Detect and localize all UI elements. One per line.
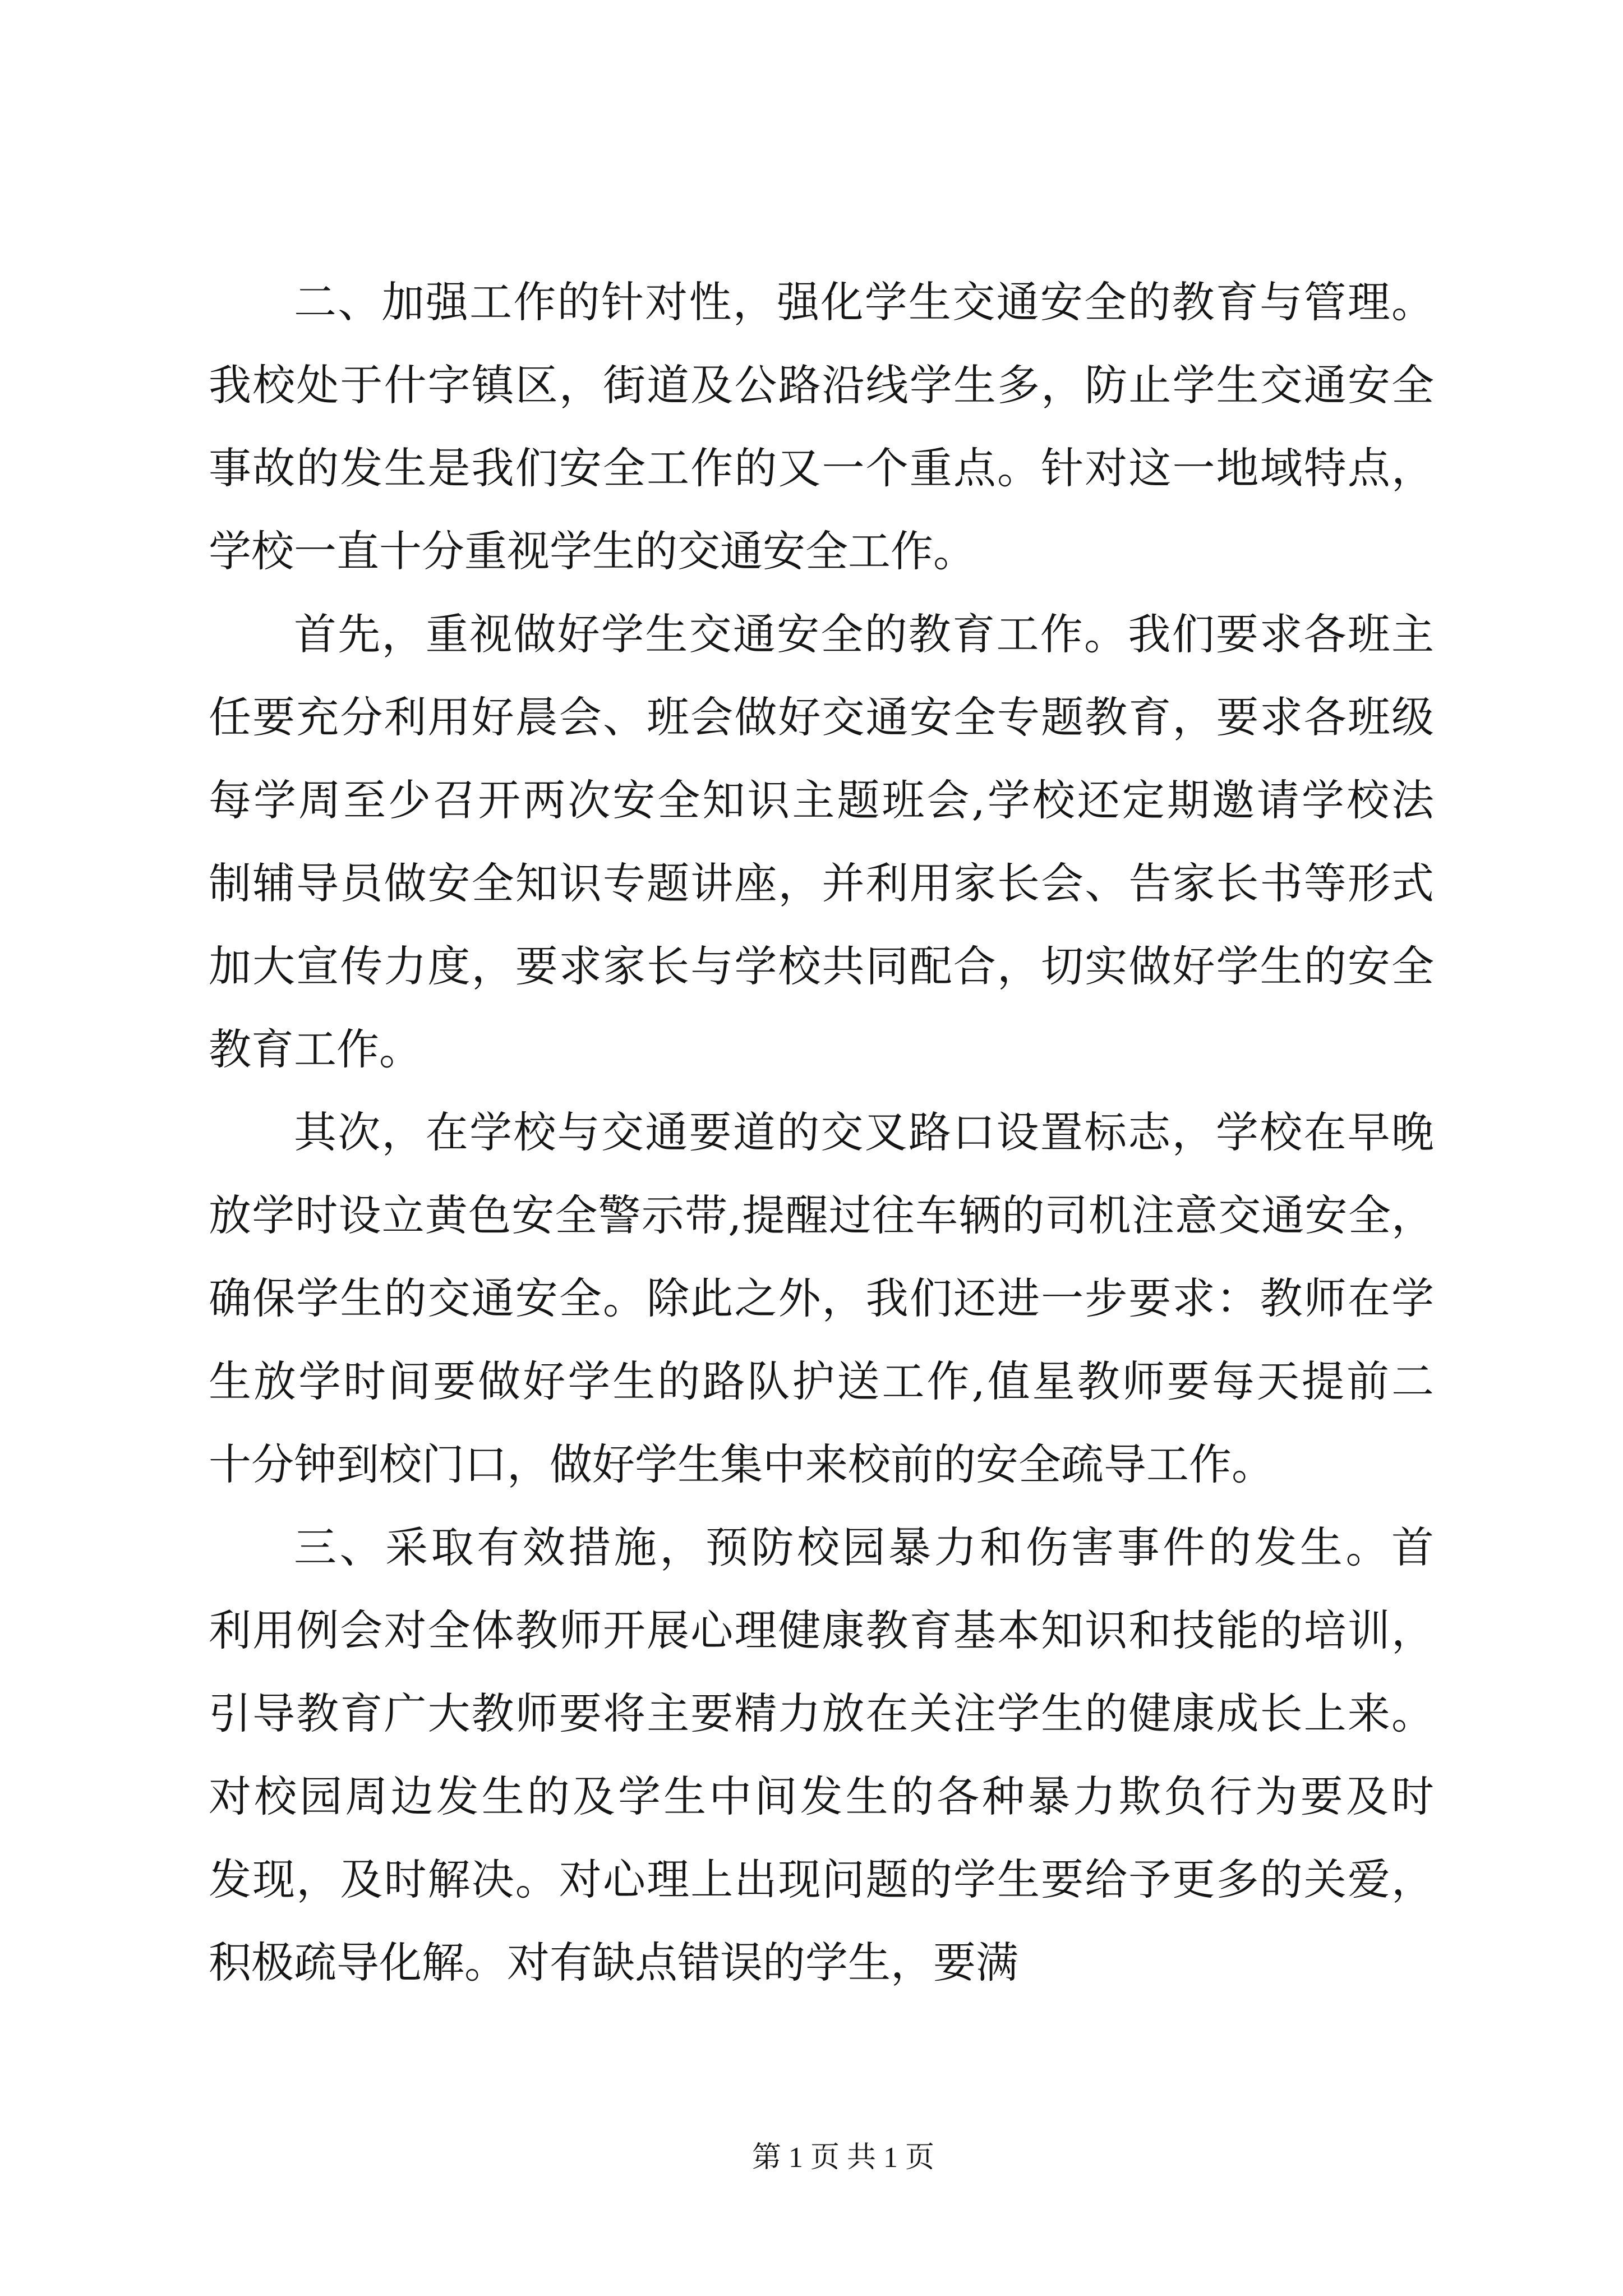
text-line: 放学时设立黄色安全警示带,提醒过往车辆的司机注意交通安全， (209, 1190, 1434, 1240)
text-line: 三、采取有效措施，预防校园暴力和伤害事件的发生。首 (294, 1522, 1434, 1572)
text-line: 任要充分利用好晨会、班会做好交通安全专题教育，要求各班级 (209, 692, 1434, 742)
text-line: 我校处于什字镇区，街道及公路沿线学生多，防止学生交通安全 (209, 360, 1434, 410)
text-line: 二、加强工作的针对性，强化学生交通安全的教育与管理。 (294, 277, 1434, 327)
text-line: 确保学生的交通安全。除此之外，我们还进一步要求：教师在学 (209, 1273, 1434, 1323)
text-line: 对校园周边发生的及学生中间发生的各种暴力欺负行为要及时 (209, 1772, 1434, 1821)
text-line: 事故的发生是我们安全工作的又一个重点。针对这一地域特点， (209, 443, 1434, 493)
text-line: 生放学时间要做好学生的路队护送工作,值星教师要每天提前二 (209, 1356, 1434, 1406)
paragraph (209, 1506, 1434, 2004)
text-line: 学校一直十分重视学生的交通安全工作。 (209, 526, 976, 576)
text-line: 教育工作。 (209, 1024, 422, 1074)
document-body (209, 261, 1434, 2004)
text-line: 引导教育广大教师要将主要精力放在关注学生的健康成长上来。 (209, 1688, 1434, 1738)
text-line: 利用例会对全体教师开展心理健康教育基本知识和技能的培训， (209, 1605, 1434, 1655)
text-line: 十分钟到校门口，做好学生集中来校前的安全疏导工作。 (209, 1439, 1274, 1489)
text-line: 首先，重视做好学生交通安全的教育工作。我们要求各班主 (294, 609, 1434, 659)
paragraph (209, 593, 1434, 1091)
text-line: 制辅导员做安全知识专题讲座，并利用家长会、告家长书等形式 (209, 858, 1434, 908)
page-footer: 第 1 页 共 1 页 (752, 2142, 935, 2174)
text-line: 积极疏导化解。对有缺点错误的学生，要满 (209, 1938, 1018, 1987)
text-line: 加大宣传力度，要求家长与学校共同配合，切实做好学生的安全 (209, 941, 1434, 991)
text-line: 其次，在学校与交通要道的交叉路口设置标志，学校在早晚 (294, 1107, 1434, 1157)
paragraph (209, 261, 1434, 593)
paragraph (209, 1091, 1434, 1506)
text-line: 每学周至少召开两次安全知识主题班会,学校还定期邀请学校法 (209, 775, 1434, 825)
text-line: 发现，及时解决。对心理上出现问题的学生要给予更多的关爱， (209, 1855, 1434, 1904)
